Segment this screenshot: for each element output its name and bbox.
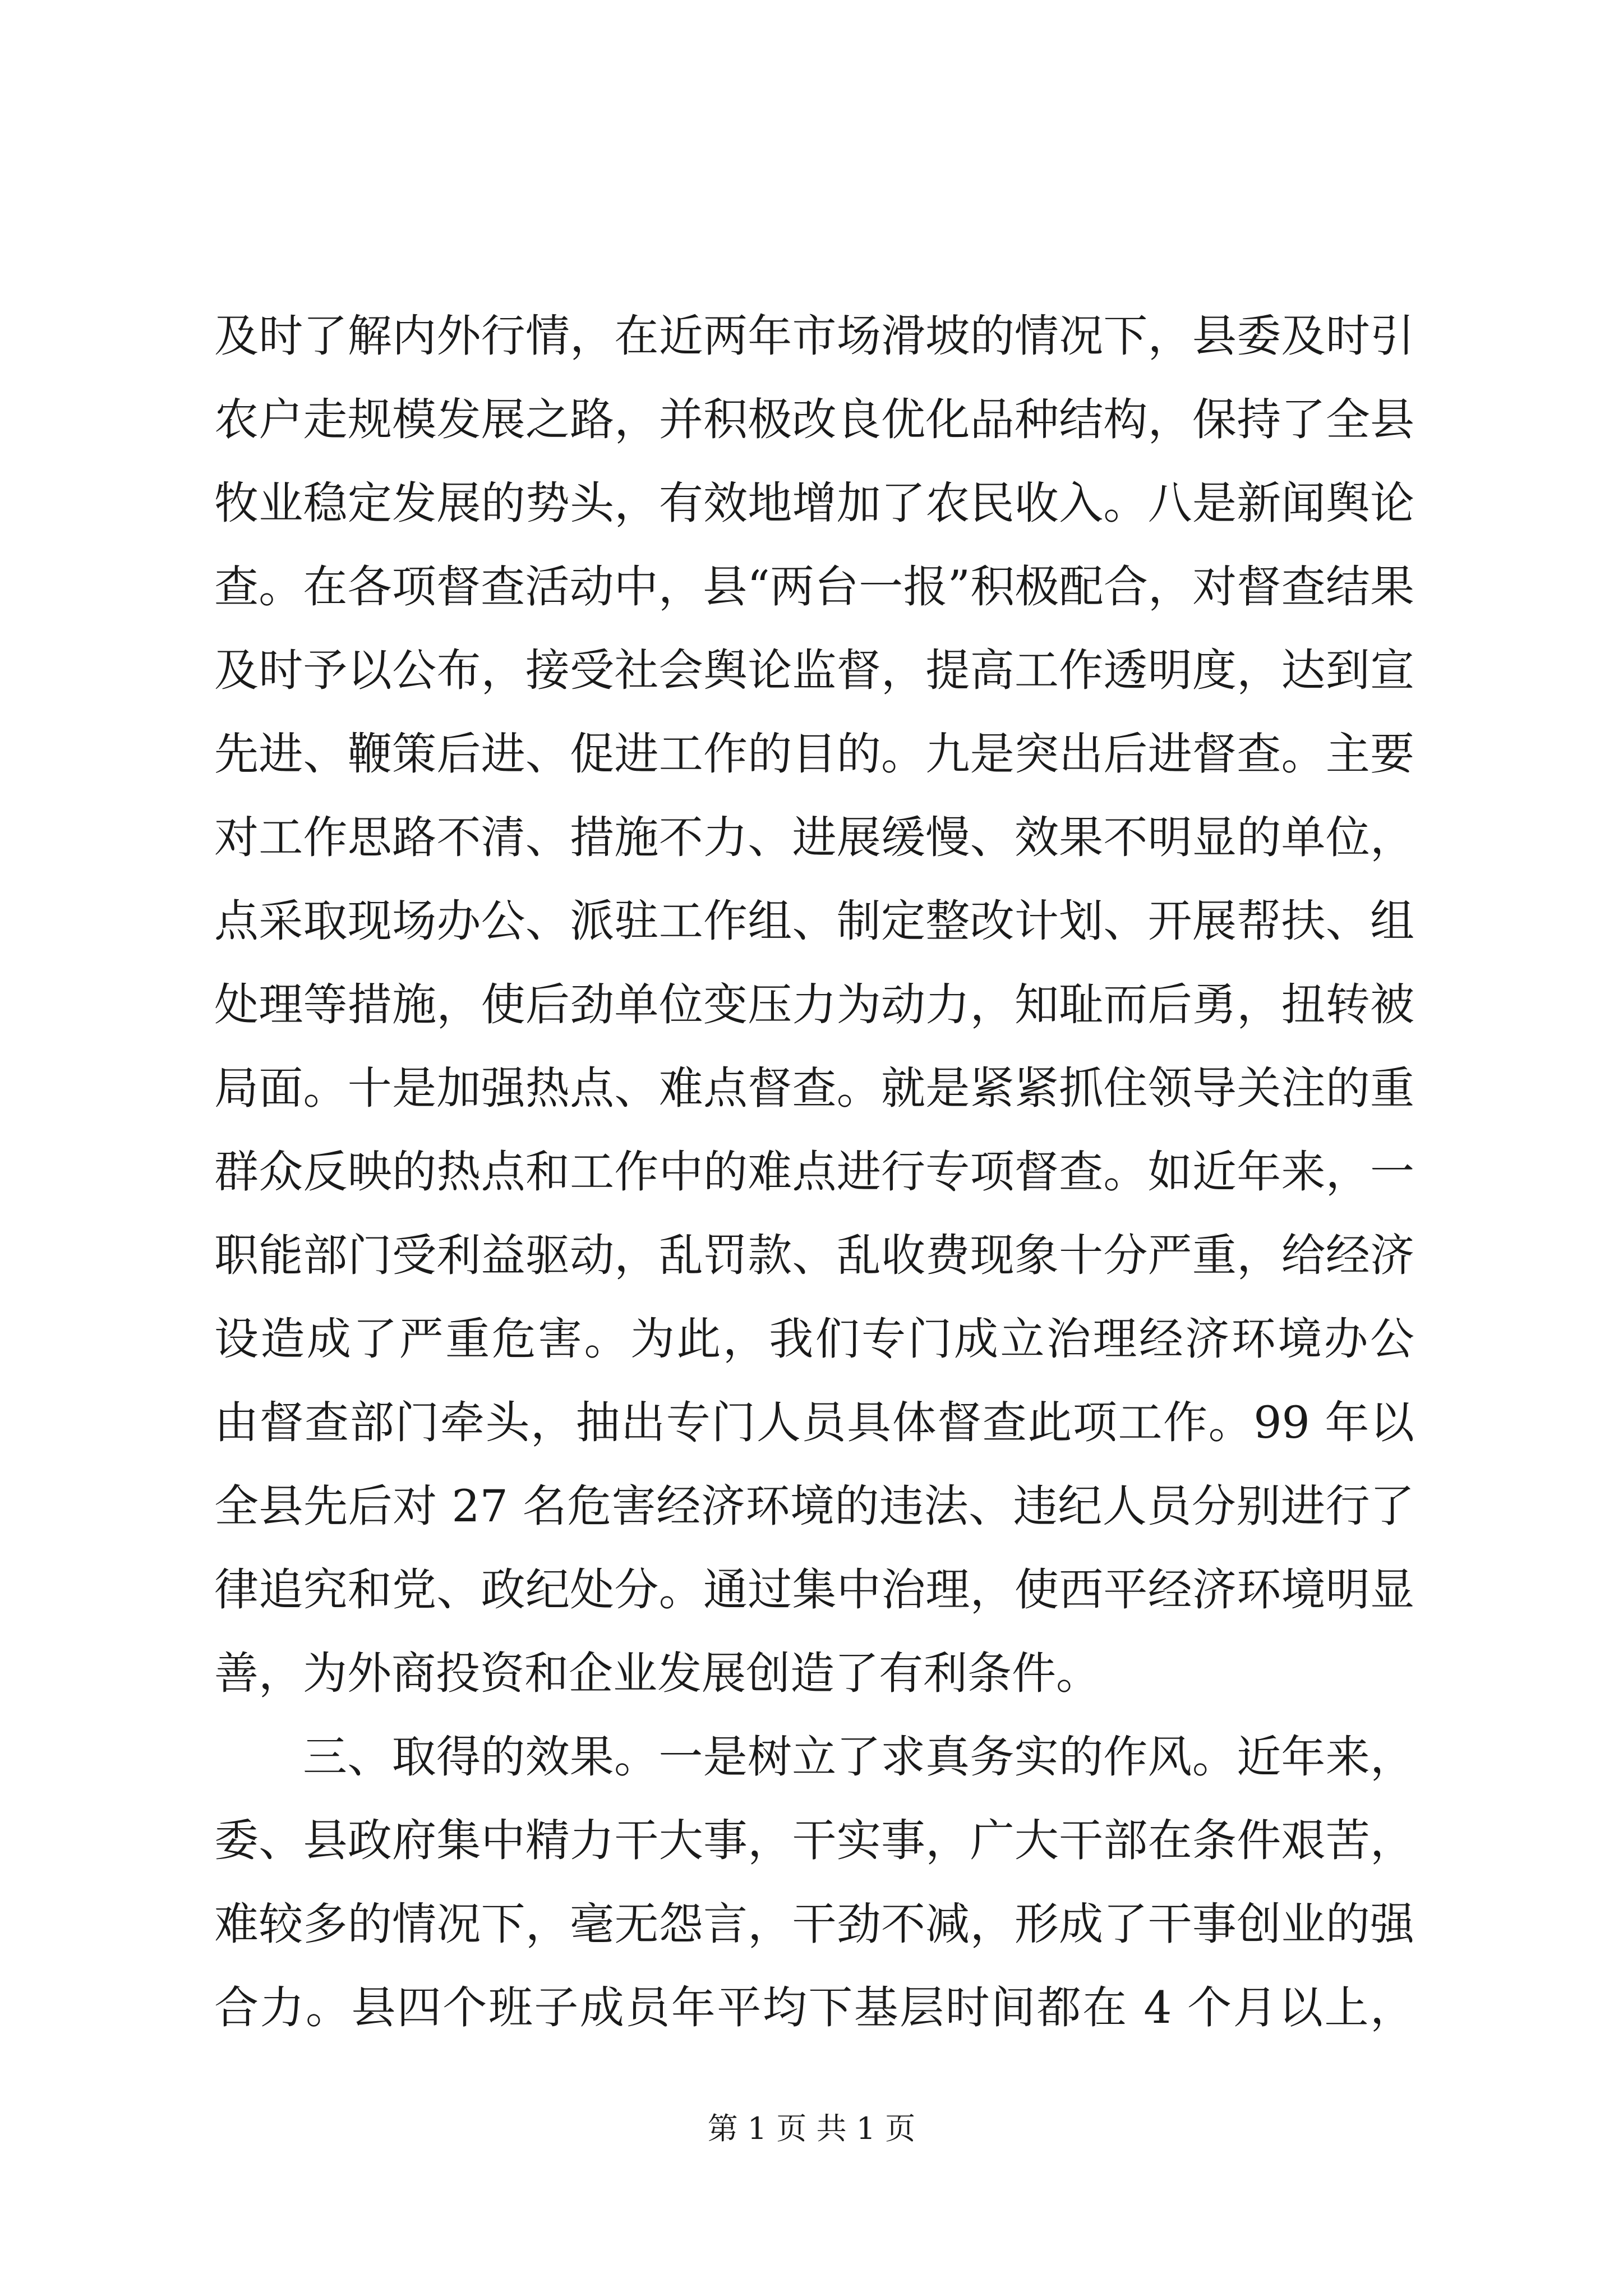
text-line: 先进、鞭策后进、促进工作的目的。九是突出后进督查。主要 <box>214 728 1414 780</box>
text-line-paragraph-end: 善，为外商投资和企业发展创造了有利条件。 <box>214 1648 1100 1699</box>
text-line: 群众反映的热点和工作中的难点进行专项督查。如近年来，一 <box>214 1146 1414 1198</box>
text-line: 全县先后对 27 名危害经济环境的违法、违纪人员分别进行了 <box>214 1480 1414 1532</box>
text-line: 点采取现场办公、派驻工作组、制定整改计划、开展帮扶、组 <box>214 895 1414 947</box>
page-footer: 第 1 页 共 1 页 <box>707 2111 916 2146</box>
text-line: 牧业稳定发展的势头，有效地增加了农民收入。八是新闻舆论 <box>214 477 1414 529</box>
text-line-paragraph-start: 三、取得的效果。一是树立了求真务实的作风。近年来， <box>303 1731 1414 1783</box>
text-line: 局面。十是加强热点、难点督查。就是紧紧抓住领导关注的重 <box>214 1062 1414 1114</box>
text-line: 设造成了严重危害。为此，我们专门成立治理经济环境办公 <box>214 1313 1414 1365</box>
text-line: 律追究和党、政纪处分。通过集中治理，使西平经济环境明显 <box>214 1564 1414 1616</box>
text-line: 处理等措施，使后劲单位变压力为动力，知耻而后勇，扭转被 <box>214 979 1414 1030</box>
text-line: 难较多的情况下，毫无怨言，干劲不减，形成了干事创业的强 <box>214 1898 1414 1950</box>
text-line: 及时予以公布，接受社会舆论监督，提高工作透明度，达到宣 <box>214 645 1414 696</box>
text-line: 及时了解内外行情，在近两年市场滑坡的情况下，县委及时引 <box>214 310 1414 362</box>
text-line: 查。在各项督查活动中，县“两台一报”积极配合，对督查结果 <box>214 561 1414 613</box>
text-line: 职能部门受利益驱动，乱罚款、乱收费现象十分严重，给经济 <box>214 1230 1414 1281</box>
body-text <box>214 295 1414 2050</box>
text-line: 委、县政府集中精力干大事，干实事，广大干部在条件艰苦， <box>214 1815 1414 1866</box>
text-line: 由督查部门牵头，抽出专门人员具体督查此项工作。99 年以 <box>214 1397 1414 1448</box>
text-line: 农户走规模发展之路，并积极改良优化品种结构，保持了全县 <box>214 394 1414 445</box>
text-line: 对工作思路不清、措施不力、进展缓慢、效果不明显的单位， <box>214 812 1414 863</box>
text-line: 合力。县四个班子成员年平均下基层时间都在 4 个月以上， <box>214 1982 1414 2033</box>
